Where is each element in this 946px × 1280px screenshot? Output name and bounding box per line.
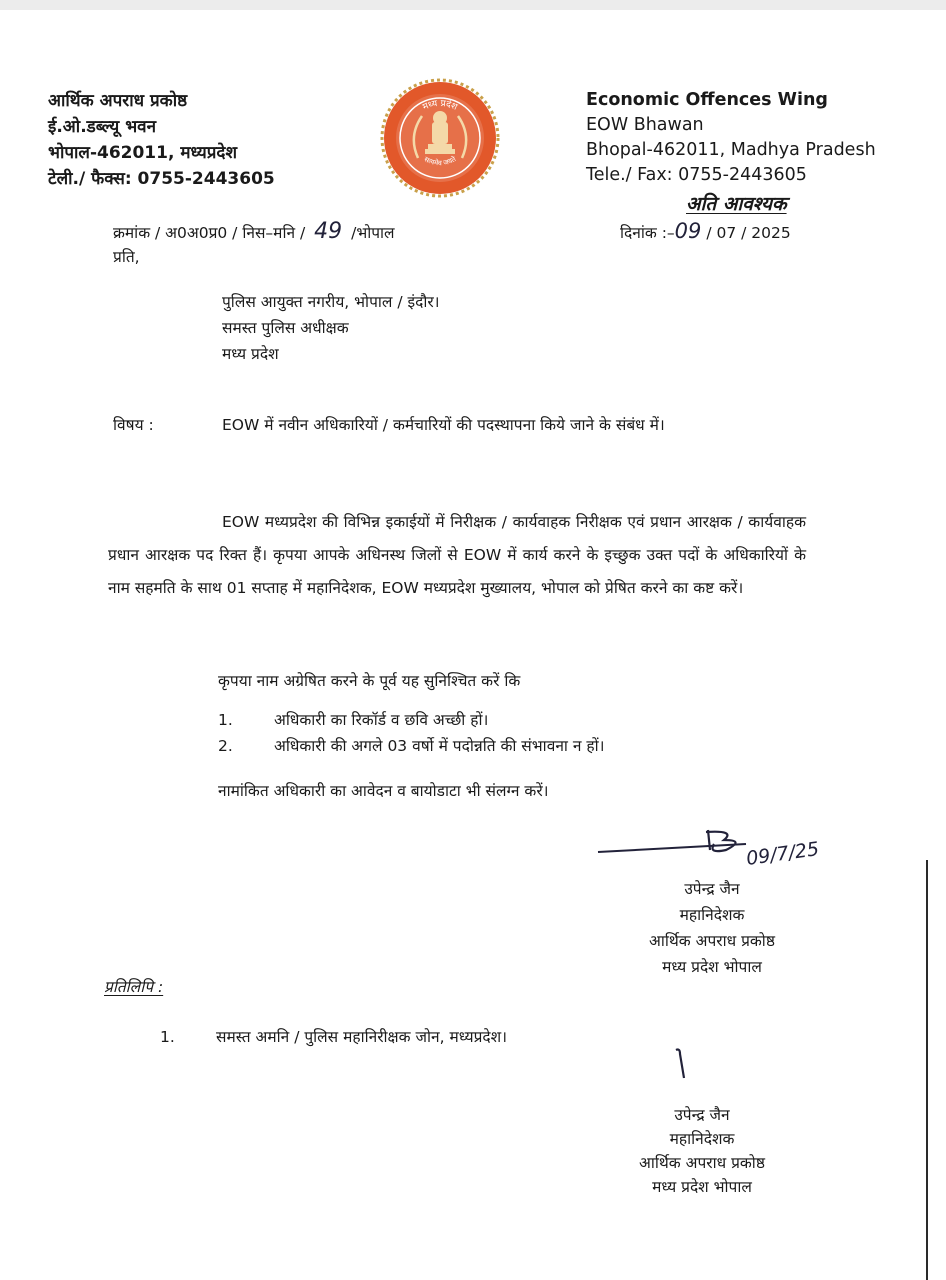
addressee-line: पुलिस आयुक्त नगरीय, भोपाल / इंदौर।: [222, 293, 440, 311]
header-english: [586, 88, 876, 188]
signatory-office: आर्थिक अपराध प्रकोष्ठ: [639, 1154, 765, 1172]
list-item-number: 1.: [218, 711, 233, 729]
date-label: दिनांक :–: [620, 224, 675, 242]
list-item: [218, 707, 605, 733]
conditions-list: [218, 707, 605, 759]
header-hindi-line: आर्थिक अपराध प्रकोष्ठ: [48, 91, 188, 111]
addressee-line: मध्य प्रदेश: [222, 345, 279, 363]
signatory-location: मध्य प्रदेश भोपाल: [662, 958, 762, 976]
reference-suffix: /भोपाल: [351, 224, 395, 242]
page-edge-line: [926, 860, 928, 1280]
signatory-designation: महानिदेशक: [679, 906, 745, 924]
header-hindi-line: भोपाल-462011, मध्यप्रदेश: [48, 143, 238, 163]
copy-label-text: प्रतिलिपि :: [104, 978, 164, 996]
initial-mark-icon: [672, 1046, 692, 1082]
emblem-bottom-text: सत्यमेव जयते: [422, 155, 458, 168]
urgent-note: [686, 190, 787, 216]
date-day-handwritten: 09: [674, 219, 702, 243]
list-item-text: अधिकारी का रिकॉर्ड व छवि अच्छी हों।: [274, 711, 489, 729]
signatory-designation: महानिदेशक: [669, 1130, 735, 1148]
initial-mark: [672, 1046, 692, 1082]
addressee-line: समस्त पुलिस अधीक्षक: [222, 319, 349, 337]
header-english-line: EOW Bhawan: [586, 115, 704, 135]
signature-handwritten-date: 09/7/25: [744, 838, 821, 870]
copy-label: [104, 975, 163, 997]
list-item-text: अधिकारी की अगले 03 वर्षो में पदोन्नति की संभावना न हों।: [274, 737, 605, 755]
signature-block: [616, 1103, 788, 1199]
header-english-line: Tele./ Fax: 0755-2443605: [586, 165, 807, 185]
signatory-office: आर्थिक अपराध प्रकोष्ठ: [649, 932, 775, 950]
list-item: [218, 733, 605, 759]
addressee-block: [222, 289, 440, 367]
signatory-location: मध्य प्रदेश भोपाल: [652, 1178, 752, 1196]
header-hindi-line: ई.ओ.डब्ल्यू भवन: [48, 117, 157, 137]
closing-note: नामांकित अधिकारी का आवेदन व बायोडाटा भी संलग्न करें।: [218, 782, 549, 800]
header-hindi: [48, 88, 275, 192]
signature-block: [620, 876, 804, 980]
header-hindi-line: टेली./ फैक्स: 0755-2443605: [48, 169, 275, 189]
body-paragraph: EOW मध्यप्रदेश की विभिन्न इकाईयों में निरीक्षक / कार्यवाहक निरीक्षक एवं प्रधान आरक्षक / कार्यवाहक प्रधान आरक्षक पद रिक्त हैं। कृपया आपके अधिनस्थ जिलों से EOW में कार्य करने के इच्छुक उक्त पदों के अधिकारियों के नाम सहमति के साथ 01 सप्ताह में महानिदेशक, EOW मध्यप्रदेश मुख्यालय, भोपाल को प्रेषित करने का कष्ट करें।: [108, 513, 806, 597]
subject-label: विषय :: [113, 416, 154, 434]
subject-text: EOW में नवीन अधिकारियों / कर्मचारियों की पदस्थापना किये जाने के संबंध में।: [222, 416, 665, 434]
top-margin-bar: [0, 0, 946, 10]
list-item-number: 2.: [218, 737, 233, 755]
copy-item-number: 1.: [160, 1028, 175, 1046]
to-label: प्रति,: [113, 248, 140, 266]
copy-list-item: [160, 1025, 507, 1047]
reference-number: [113, 219, 395, 244]
reference-prefix: क्रमांक / अ0अ0प्र0 / निस–मनि /: [113, 224, 306, 242]
header-english-line: Economic Offences Wing: [586, 90, 828, 110]
emblem-top-text: मध्य प्रदेश: [421, 98, 459, 113]
signatory-name: उपेन्द्र जैन: [674, 1106, 730, 1124]
reference-handwritten-number: 49: [314, 219, 343, 244]
header-english-line: Bhopal-462011, Madhya Pradesh: [586, 140, 876, 160]
conditions-intro: कृपया नाम अग्रेषित करने के पूर्व यह सुनिश्चित करें कि: [218, 672, 521, 690]
mp-state-emblem: [378, 76, 502, 200]
emblem-icon: [378, 76, 502, 200]
copy-item-text: समस्त अमनि / पुलिस महानिरीक्षक जोन, मध्यप्रदेश।: [216, 1028, 508, 1046]
signatory-name: उपेन्द्र जैन: [684, 880, 740, 898]
urgent-note-text: अति आवश्यक: [686, 193, 787, 215]
date-rest: / 07 / 2025: [706, 224, 791, 242]
reference-date: [620, 219, 791, 243]
